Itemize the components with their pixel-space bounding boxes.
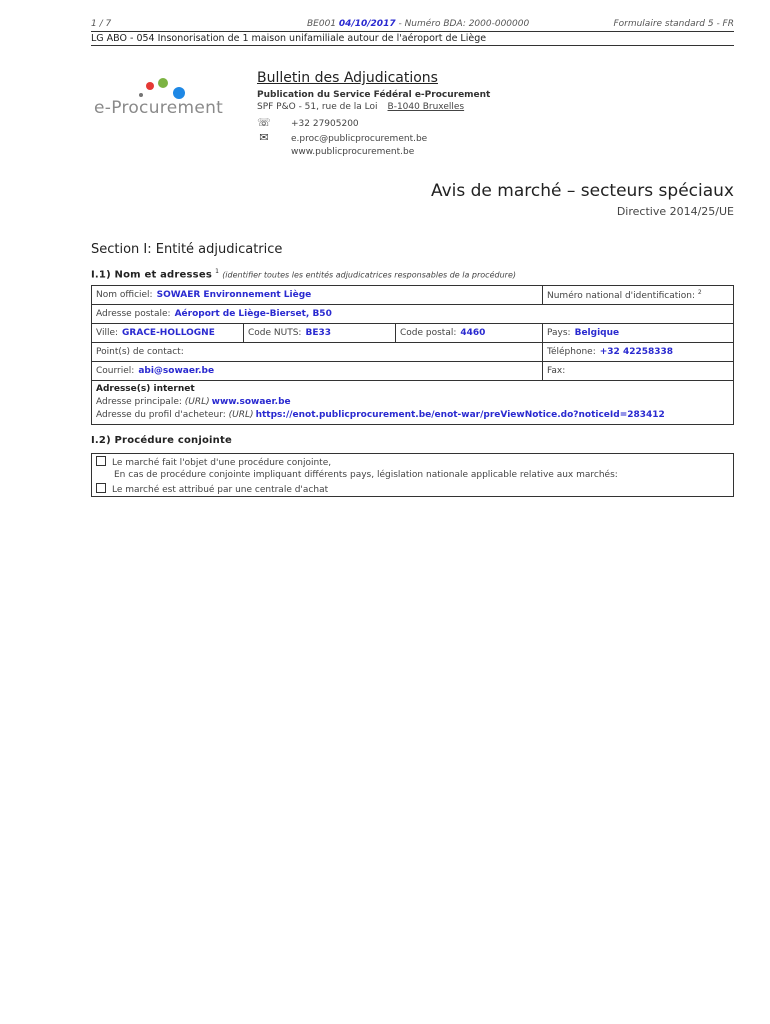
subsection-names-addresses (91, 268, 516, 280)
table-row (92, 343, 734, 362)
directive: Directive 2014/25/UE (616, 205, 734, 218)
official-name-label: Nom officiel: (96, 290, 153, 300)
bda-number: - Numéro BDA: 2000-000000 (398, 19, 530, 29)
main-address-label: Adresse principale: (96, 397, 182, 407)
joint-legislation-note: En cas de procédure conjointe impliquant différents pays, législation nationale applicable relative aux marchés: (114, 470, 618, 480)
central-purchasing-label: Le marché est attribué par une centrale d'achat (112, 485, 329, 495)
main-address-link[interactable]: www.sowaer.be (211, 397, 291, 407)
postal-address-label: Adresse postale: (96, 309, 171, 319)
postal-code-cell (396, 324, 543, 343)
url-tag: (URL) (228, 410, 254, 420)
logo-dot-red (146, 82, 154, 90)
phone-icon: ☏ (257, 116, 271, 129)
publication-line: Publication du Service Fédéral e-Procurement (257, 90, 491, 100)
postal-code-value: 4460 (460, 328, 486, 338)
phone-label: Téléphone: (547, 347, 596, 357)
email-cell (92, 362, 543, 381)
web-row (257, 147, 414, 157)
notice-subject: LG ABO - 054 Insonorisation de 1 maison unifamiliale autour de l'aéroport de Liège (91, 33, 487, 44)
email-label: Courriel: (96, 366, 135, 376)
table-row (92, 381, 734, 425)
buyer-profile-link[interactable]: https://enot.publicprocurement.be/enot-war/preViewNotice.do?noticeId=283412 (255, 410, 665, 420)
city-link[interactable]: B-1040 Bruxelles (387, 102, 465, 112)
publisher-phone: +32 27905200 (291, 119, 359, 129)
country-label: Pays: (547, 328, 571, 338)
joint-procedure-label: Le marché fait l'objet d'une procédure conjointe, (112, 458, 332, 468)
city-cell (92, 324, 244, 343)
joint-procedure-option[interactable] (96, 456, 331, 468)
internet-cell (92, 381, 734, 425)
phone-cell (543, 343, 734, 362)
country-cell (543, 324, 734, 343)
bulletin-title: Bulletin des Adjudications (257, 70, 438, 86)
buyer-profile-row (96, 409, 729, 422)
table-row (92, 362, 734, 381)
table-row (92, 286, 734, 305)
notice-title: Avis de marché – secteurs spéciaux (430, 181, 734, 201)
contact-label: Point(s) de contact: (96, 347, 184, 357)
postal-address-value: Aéroport de Liège-Bierset, B50 (174, 309, 332, 319)
form-reference (307, 19, 529, 29)
fax-cell (543, 362, 734, 381)
subsection-joint-procedure: I.2) Procédure conjointe (91, 435, 232, 446)
entity-table (91, 285, 734, 425)
country-value: Belgique (574, 328, 620, 338)
section-title: Section I: Entité adjudicatrice (91, 242, 283, 257)
mail-icon: ✉ (259, 131, 269, 144)
city-label: Ville: (96, 328, 119, 338)
postal-address-cell (92, 305, 734, 324)
logo-dot-grey (139, 93, 143, 97)
url-tag: (URL) (184, 397, 210, 407)
logo-text: e-Procurement (94, 98, 224, 118)
joint-procedure-box (91, 453, 734, 497)
subsection-note: (identifier toutes les entités adjudicatrices responsables de la procédure) (222, 270, 516, 280)
logo-dot-green (158, 78, 168, 88)
publisher-web[interactable]: www.publicprocurement.be (291, 147, 415, 157)
form-type: Formulaire standard 5 - FR (613, 19, 734, 29)
eprocurement-logo (94, 78, 224, 122)
postal-code-label: Code postal: (400, 328, 457, 338)
checkbox[interactable] (96, 483, 106, 493)
nuts-cell (244, 324, 396, 343)
national-id-cell (543, 286, 734, 305)
contact-cell (92, 343, 543, 362)
footnote-ref: 2 (697, 289, 702, 296)
header-divider (91, 31, 734, 32)
publisher-address (257, 102, 464, 112)
official-name-value: SOWAER Environnement Liège (156, 290, 312, 300)
buyer-profile-label: Adresse du profil d'acheteur: (96, 410, 226, 420)
publisher-email[interactable]: e.proc@publicprocurement.be (291, 134, 428, 144)
publication-date: 04/10/2017 (338, 19, 396, 29)
nuts-value: BE33 (305, 328, 332, 338)
header-divider (91, 45, 734, 46)
main-address-row (96, 396, 729, 409)
checkbox[interactable] (96, 456, 106, 466)
email-row (257, 131, 427, 144)
street-address: SPF P&O - 51, rue de la Loi (257, 102, 378, 112)
footnote-ref: 1 (215, 268, 219, 275)
email-value[interactable]: abi@sowaer.be (138, 366, 215, 376)
page-number: 1 / 7 (91, 19, 112, 29)
nuts-label: Code NUTS: (248, 328, 302, 338)
central-purchasing-option[interactable] (96, 483, 328, 495)
form-code: BE001 (307, 19, 337, 29)
table-row (92, 305, 734, 324)
table-row (92, 324, 734, 343)
national-id-label: Numéro national d'identification: (547, 291, 696, 301)
subsection-title: I.1) Nom et adresses (91, 269, 212, 281)
phone-value: +32 42258338 (599, 347, 674, 357)
official-name-cell (92, 286, 543, 305)
phone-row (257, 116, 359, 129)
fax-label: Fax: (547, 366, 566, 376)
city-value: GRACE-HOLLOGNE (122, 328, 215, 338)
internet-label: Adresse(s) internet (96, 384, 195, 394)
